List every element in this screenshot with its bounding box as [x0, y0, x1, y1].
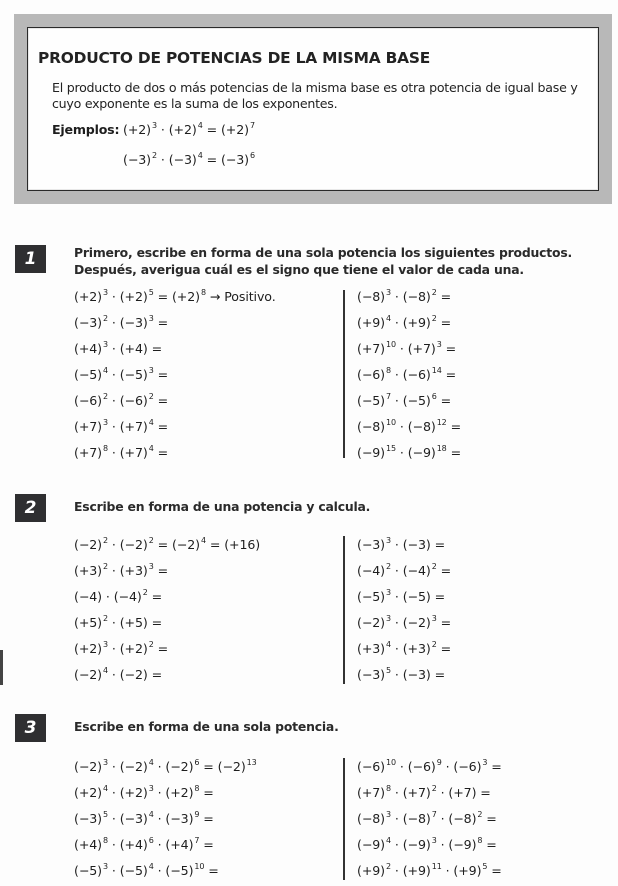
exercise-2-right-column: [357, 532, 451, 688]
exercise-item: $(-8)^3 \cdot (-8)^2$ =: [357, 288, 452, 304]
example-formula: $(+2)^3 \cdot (+2)^4 = (+2)^7$: [123, 121, 255, 137]
rule-description: El producto de dos o más potencias de la misma base es otra potencia de igual base y cuyo exponente es la suma de los exponentes.: [52, 80, 578, 111]
exercise-item: $(-3)^5 \cdot (-3)$ =: [357, 666, 446, 682]
exercise-item: $(+2)^3 \cdot (+2)^5 = (+2)^8$ → Positivo.: [74, 288, 276, 304]
exercise-item: $(+4)^3 \cdot (+4)$ =: [74, 340, 163, 356]
exercise-item: $(-4)^2 \cdot (-4)^2$ =: [357, 562, 452, 578]
exercise-item: $(-2)^2 \cdot (-2)^2 = (-2)^4 = (+16)$: [74, 536, 261, 552]
exercise-item: $(+3)^2 \cdot (+3)^3$ =: [74, 562, 169, 578]
exercise-item: $(+9)^2 \cdot (+9)^{11} \cdot (+9)^5$ =: [357, 862, 502, 878]
exercise-item: $(-8)^{10} \cdot (-8)^{12}$ =: [357, 418, 462, 434]
exercise-3-right-column: [357, 754, 502, 884]
exercise-item: $(-6)^2 \cdot (-6)^2$ =: [74, 392, 169, 408]
column-divider: [343, 290, 345, 458]
exercise-3-left-column: [74, 754, 257, 884]
exercise-item: $(-3)^5 \cdot (-3)^4 \cdot (-3)^9$ =: [74, 810, 214, 826]
exercise-2-left-column: [74, 532, 260, 688]
exercise-number-badge: 2: [15, 494, 46, 522]
exercise-item: $(-2)^3 \cdot (-2)^4 \cdot (-2)^6 = (-2)^{13}$: [74, 758, 257, 774]
exercise-item: $(-2)^3 \cdot (-2)^3$ =: [357, 614, 452, 630]
exercise-item: $(+2)^3 \cdot (+2)^2$ =: [74, 640, 169, 656]
exercise-item: $(-6)^{10} \cdot (-6)^9 \cdot (-6)^3$ =: [357, 758, 502, 774]
exercise-item: $(-5)^3 \cdot (-5)$ =: [357, 588, 446, 604]
exercise-item: $(-6)^8 \cdot (-6)^{14}$ =: [357, 366, 457, 382]
exercise-instruction: Escribe en forma de una potencia y calcula.: [74, 499, 371, 514]
exercise-number-badge: 3: [15, 714, 46, 742]
exercise-item: $(+7)^{10} \cdot (+7)^3$ =: [357, 340, 457, 356]
exercise-item: $(+2)^4 \cdot (+2)^3 \cdot (+2)^8$ =: [74, 784, 214, 800]
exercise-item: $(+7)^8 \cdot (+7)^2 \cdot (+7)$ =: [357, 784, 491, 800]
exercise-item: $(-5)^3 \cdot (-5)^4 \cdot (-5)^{10}$ =: [74, 862, 219, 878]
exercise-item: $(+7)^3 \cdot (+7)^4$ =: [74, 418, 169, 434]
exercise-item: $(+5)^2 \cdot (+5)$ =: [74, 614, 163, 630]
exercise-item: $(+9)^4 \cdot (+9)^2$ =: [357, 314, 452, 330]
exercise-item: $(-9)^{15} \cdot (-9)^{18}$ =: [357, 444, 462, 460]
exercise-item: $(-5)^7 \cdot (-5)^6$ =: [357, 392, 452, 408]
exercise-item: $(-8)^3 \cdot (-8)^7 \cdot (-8)^2$ =: [357, 810, 497, 826]
exercise-instruction: Escribe en forma de una sola potencia.: [74, 719, 339, 734]
exercise-item: $(+4)^8 \cdot (+4)^6 \cdot (+4)^7$ =: [74, 836, 214, 852]
exercise-item: $(-3)^3 \cdot (-3)$ =: [357, 536, 446, 552]
exercise-item: $(+7)^8 \cdot (+7)^4$ =: [74, 444, 169, 460]
exercise-1-left-column: [74, 284, 276, 466]
exercise-item: $(-4) \cdot (-4)^2$ =: [74, 588, 163, 604]
exercise-item: $(-2)^4 \cdot (-2)$ =: [74, 666, 163, 682]
column-divider: [343, 758, 345, 880]
exercise-number-badge: 1: [15, 245, 46, 273]
exercise-item: $(-5)^4 \cdot (-5)^3$ =: [74, 366, 169, 382]
exercise-instruction: Primero, escribe en forma de una sola potencia los siguientes productos. Después, averigua cuál es el signo que tiene el valor de cada una.: [74, 245, 573, 277]
column-divider: [343, 536, 345, 684]
exercise-item: $(-9)^4 \cdot (-9)^3 \cdot (-9)^8$ =: [357, 836, 497, 852]
exercise-item: $(+3)^4 \cdot (+3)^2$ =: [357, 640, 452, 656]
exercise-1-right-column: [357, 284, 461, 466]
scan-artifact: [0, 650, 3, 685]
page-title: PRODUCTO DE POTENCIAS DE LA MISMA BASE: [38, 49, 431, 67]
exercise-item: $(-3)^2 \cdot (-3)^3$ =: [74, 314, 169, 330]
example-formula: $(-3)^2 \cdot (-3)^4 = (-3)^6$: [123, 151, 255, 167]
examples-label: Ejemplos:: [52, 122, 120, 137]
